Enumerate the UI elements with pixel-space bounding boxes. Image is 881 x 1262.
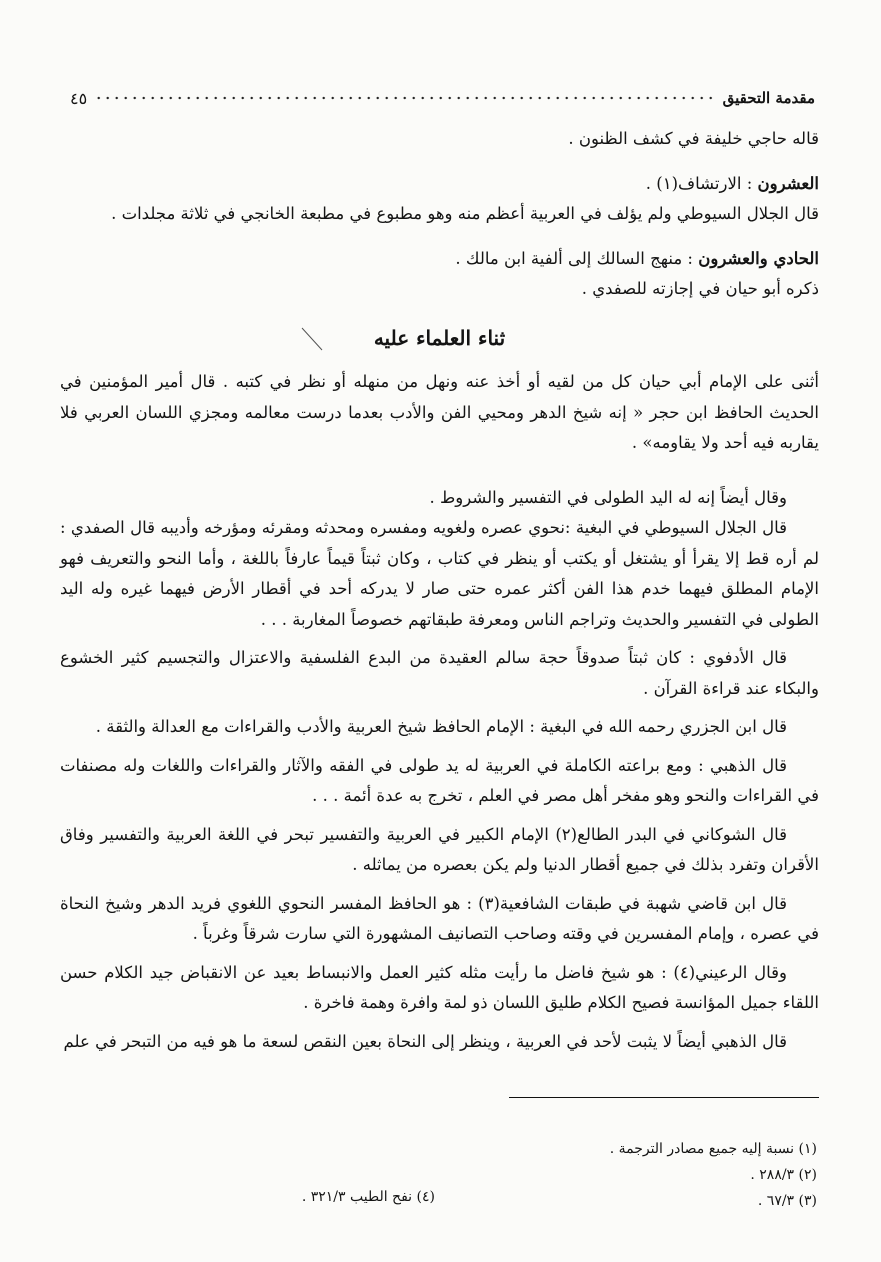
- book-entry-title: : منهج السالك إلى ألفية ابن مالك .: [455, 248, 693, 268]
- book-note: قال الجلال السيوطي ولم يؤلف في العربية أعظم منه وهو مطبوع في مطبعة الخانجي في ثلاثة مجلدات .: [111, 204, 819, 223]
- footnote: (١) نسبة إليه جميع مصادر الترجمة .: [609, 1141, 817, 1157]
- paragraph: قال الذهبي أيضاً لا يثبت لأحد في العربية ، وينظر إلى النحاة بعين النقص لسعة ما هو فيه من التبحر في علم: [63, 1031, 787, 1051]
- book-entry-title: : الارتشاف(١) .: [645, 173, 753, 193]
- footnote: (٢) ٢٨٨/٣ .: [750, 1167, 817, 1183]
- scan-pen-mark: [300, 326, 326, 354]
- footnote: (٣) ٦٧/٣ .: [757, 1193, 817, 1209]
- section-heading: ثناء العلماء عليه: [373, 325, 506, 350]
- header-title: مقدمة التحقيق: [722, 89, 815, 107]
- header-dot-leader: [93, 92, 716, 104]
- paragraph: قال الذهبي : ومع براعته الكاملة في العربية له يد طولى في الفقه والآثار والقراءات واللغات وله مصنفات في القراءات والنحو وهو مفخر أهل مصر في العلم ، تخرج به عدة أئمة . . .: [60, 755, 819, 805]
- paragraph: وقال أيضاً إنه له اليد الطولى في التفسير والشروط .: [429, 487, 787, 507]
- paragraph: أثنى على الإمام أبي حيان كل من لقيه أو أخذ عنه ونهل من منهله أو نظر في كتبه . قال أمير المؤمنين في الحديث الحافظ ابن حجر « إنه شيخ الدهر ومحيي الفن والأدب بعدما درست معالمه ومجزي اللسان العربي فلا يقاربه فيه أحد ولا يقاومه» .: [60, 372, 819, 452]
- paragraph: قال الأدفوي : كان ثبتاً صدوقاً حجة سالم العقيدة من البدع الفلسفية والاعتزال والتجسيم كثير الخشوع والبكاء عند قراءة القرآن .: [60, 648, 819, 698]
- paragraph: قال ابن الجزري رحمه الله في البغية : الإمام الحافظ شيخ العربية والأدب والقراءات مع العدالة والثقة .: [95, 717, 787, 736]
- footnotes-right-column: [610, 1136, 817, 1214]
- book-entry-label: العشرون: [757, 173, 819, 193]
- footnote-separator: [509, 1097, 819, 1098]
- book-note: قاله حاجي خليفة في كشف الظنون .: [568, 129, 819, 148]
- book-entry: [60, 169, 819, 200]
- footnotes-left-column: [302, 1184, 435, 1210]
- paragraph: وقال الرعيني(٤) : هو شيخ فاضل ما رأيت مثله كثير العمل والانبساط بعيد عن الانقباض جيد الكلام حسن اللقاء جميل المؤانسة فصيح الكلام طليق اللسان ذو لمة وافرة وهمة فاخرة .: [60, 962, 819, 1012]
- paragraph: قال الشوكاني في البدر الطالع(٢) الإمام الكبير في العربية والتفسير تبحر في اللغة العربية والتفسير وفاق الأقران وتفرد بذلك في جميع أقطار الدنيا ولم يكن بعصره من يماثله .: [60, 824, 819, 874]
- page-number: ٤٥: [70, 88, 88, 108]
- running-header: [70, 86, 815, 110]
- paragraph: قال الجلال السيوطي في البغية :نحوي عصره ولغويه ومفسره ومحدثه ومقرئه ومؤرخه وأديبه قال الصفدي : لم أره قط إلا يقرأ أو يشتغل أو يكتب أو ينظر في كتاب ، وكان ثبتاً قيماً عارفاً باللغة ، وأما النحو والتعريف فهو الإمام المطلق فيهما خدم هذا الفن أكثر عمره حتى صار لا يدركه أحد في أقطار الأرض فيهما غيره وله اليد الطولى في التفسير والحديث وتراجم الناس ومعرفة طبقاتهم خصوصاً المغاربة . . .: [60, 518, 819, 629]
- paragraph: قال ابن قاضي شهبة في طبقات الشافعية(٣) : هو الحافظ المفسر النحوي اللغوي فريد الدهر وشيخ النحاة في عصره ، وإمام المفسرين في وقته وصاحب التصانيف المشهورة التي سارت شرقاً وغرباً .: [60, 893, 819, 943]
- book-entry: [60, 244, 819, 275]
- book-entry-label: الحادي والعشرون: [698, 248, 819, 268]
- main-text: [60, 124, 819, 1057]
- book-note: ذكره أبو حيان في إجازته للصفدي .: [581, 279, 819, 298]
- footnote: (٤) نفح الطيب ٣٢١/٣ .: [301, 1189, 435, 1205]
